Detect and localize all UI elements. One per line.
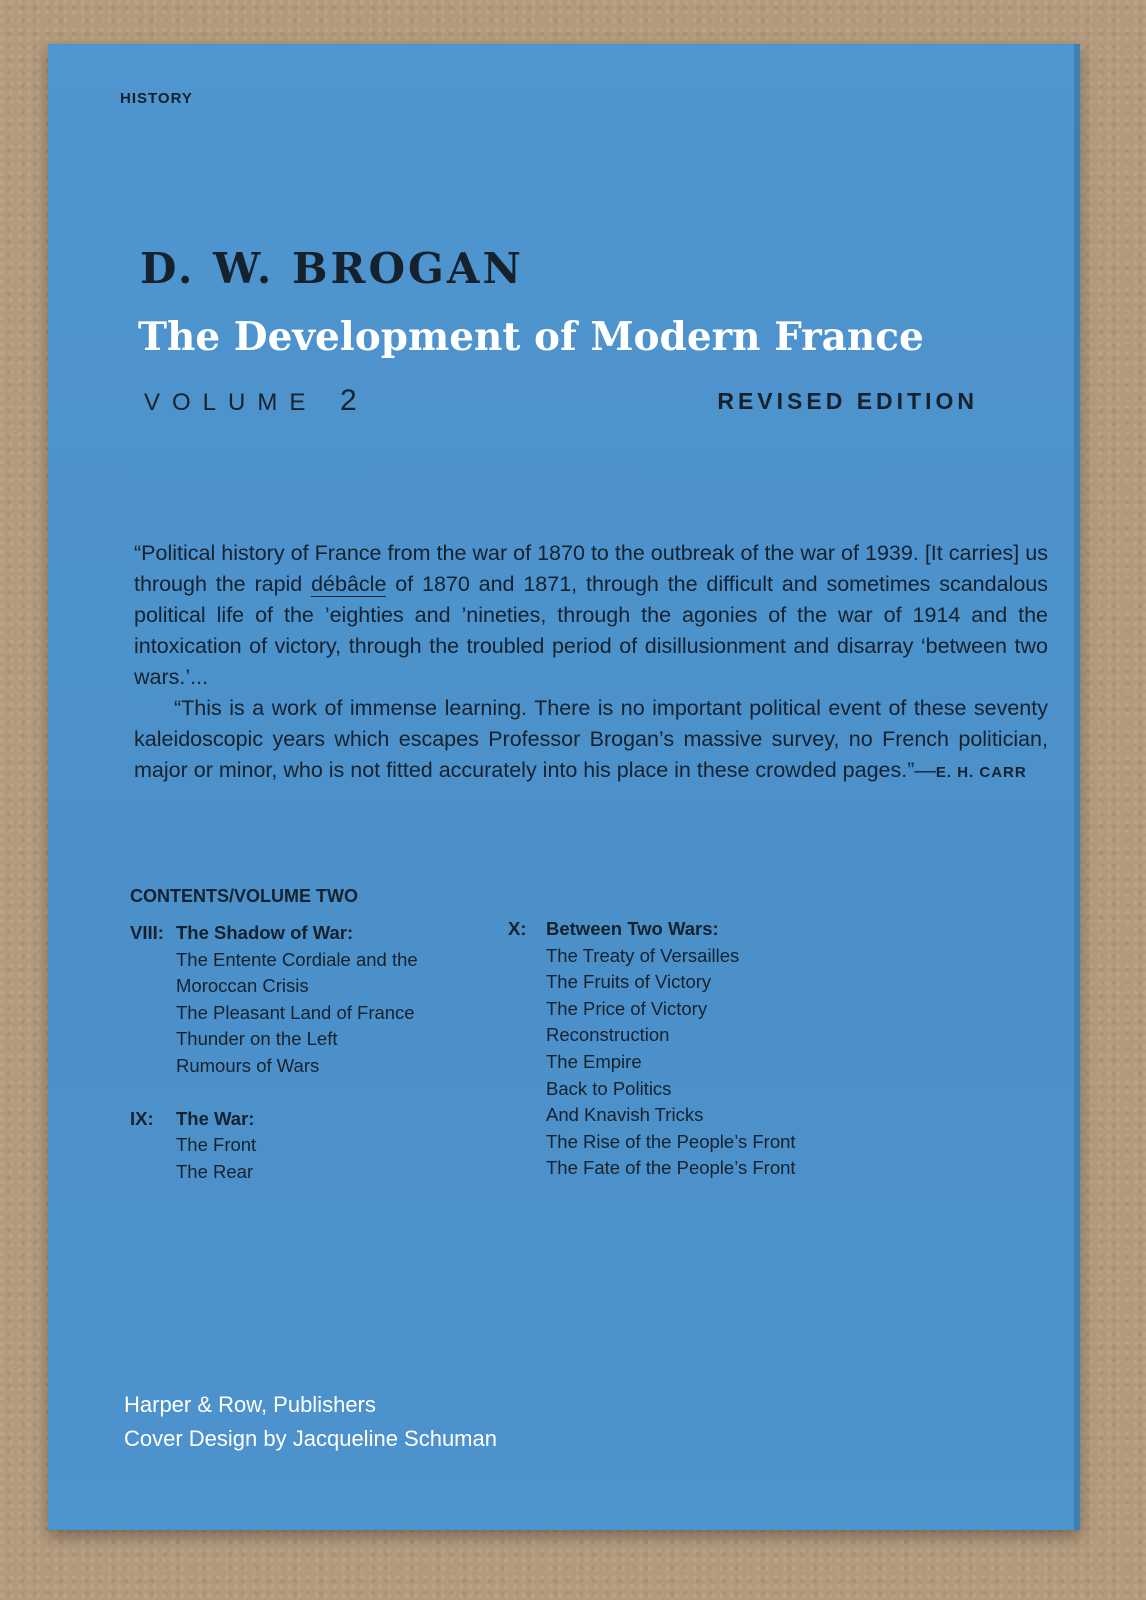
chapter-item: The Empire — [546, 1050, 642, 1072]
quote-text-1b: of 1870 and 1871, through the difficult and sometimes scandalous political life of the ’eighties and ’nineties, through the agonies of the war of 1914 and the intoxication of victory, through the troubled period of disillusionment and disarray ‘between two wars.’... — [134, 572, 1048, 689]
section-number: VIII: — [130, 922, 164, 943]
chapter-item: The Pleasant Land of France — [176, 1001, 415, 1023]
contents-section — [130, 1106, 510, 1186]
publisher-info — [124, 1388, 497, 1456]
chapter-item: The Fruits of Victory — [546, 971, 712, 993]
chapter-item: The Fate of the People’s Front — [546, 1157, 796, 1179]
author-name: D. W. BROGAN — [140, 244, 524, 293]
chapter-item: Back to Politics — [546, 1077, 672, 1099]
edition-label: REVISED EDITION — [717, 388, 978, 414]
contents-section — [130, 920, 510, 1080]
contents-section — [508, 916, 928, 1182]
chapter-item: The Price of Victory — [546, 997, 708, 1019]
section-number: X: — [508, 918, 527, 939]
quote-paragraph-1 — [134, 538, 1048, 693]
chapter-list — [176, 947, 510, 1080]
contents-heading: CONTENTS/VOLUME TWO — [130, 886, 358, 906]
quote-text-1a: “Political history of France from the war of 1870 to the outbreak of the war of 1939. [It carries] us through the rapid — [134, 541, 1048, 596]
volume-number: 2 — [340, 384, 357, 417]
chapter-list — [176, 1132, 510, 1185]
section-title: Between Two Wars: — [546, 918, 719, 939]
chapter-item: The Rise of the People’s Front — [546, 1130, 796, 1152]
section-title: The Shadow of War: — [176, 922, 354, 943]
section-heading — [130, 920, 510, 947]
chapter-item: The Entente Cordiale and the — [176, 948, 418, 970]
chapter-item: The Rear — [176, 1160, 254, 1182]
category-label: HISTORY — [120, 90, 193, 107]
volume-label — [144, 384, 357, 418]
quote-paragraph-2 — [134, 693, 1048, 788]
quote-underlined-word: débâcle — [311, 572, 387, 596]
volume-word: VOLUME — [144, 389, 318, 416]
contents-right-column — [508, 916, 928, 1182]
section-heading — [508, 916, 928, 943]
section-heading — [130, 1106, 510, 1133]
section-number: IX: — [130, 1107, 154, 1129]
chapter-item: The Treaty of Versailles — [546, 944, 740, 966]
section-title: The War: — [176, 1107, 255, 1129]
quote-attribution: E. H. CARR — [935, 764, 1027, 781]
chapter-item: Thunder on the Left — [176, 1028, 338, 1050]
chapter-item: And Knavish Tricks — [546, 1104, 704, 1126]
book-back-cover — [48, 44, 1080, 1530]
chapter-item: Reconstruction — [546, 1024, 670, 1046]
book-title: The Development of Modern France — [138, 314, 924, 360]
contents-left-column — [130, 920, 510, 1185]
cover-designer: Cover Design by Jacqueline Schuman — [124, 1426, 497, 1451]
review-quote — [134, 538, 1048, 788]
chapter-item: Moroccan Crisis — [176, 975, 309, 997]
quote-text-2: “This is a work of immense learning. There is no important political event of these seventy kaleidoscopic years which escapes Professor Brogan’s massive survey, no French politician, major or minor, who is not fitted accurately into his place in these crowded pages.”— — [134, 696, 1048, 782]
chapter-item: The Front — [176, 1134, 257, 1156]
publisher-name: Harper & Row, Publishers — [124, 1392, 376, 1417]
chapter-list — [546, 943, 928, 1182]
chapter-item: Rumours of Wars — [176, 1054, 320, 1076]
